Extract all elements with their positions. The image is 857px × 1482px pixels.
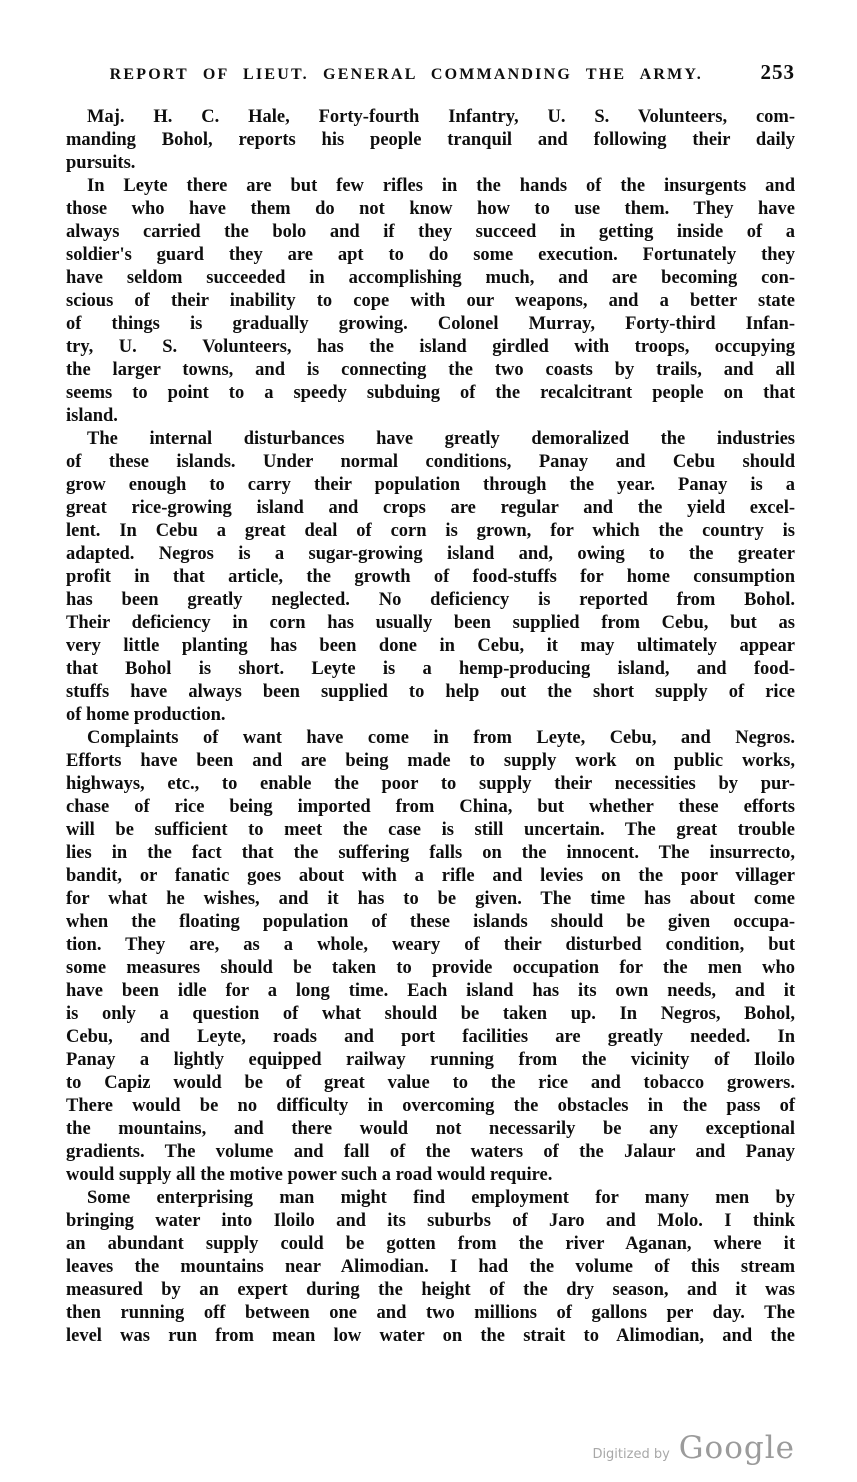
text-line: some measures should be taken to provide occupation for the men who <box>66 958 795 978</box>
text-line: has been greatly neglected. No deficiency is reported from Bohol. <box>66 590 795 610</box>
text-line: Their deficiency in corn has usually been supplied from Cebu, but as <box>66 613 795 633</box>
text-line: lent. In Cebu a great deal of corn is grown, for which the country is <box>66 521 795 541</box>
text-line: Panay a lightly equipped railway running from the vicinity of Iloilo <box>66 1050 795 1070</box>
text-line: manding Bohol, reports his people tranquil and following their daily <box>66 130 795 150</box>
text-line: seems to point to a speedy subduing of the recalcitrant people on that <box>66 383 795 403</box>
text-line: an abundant supply could be gotten from the river Aganan, where it <box>66 1234 795 1254</box>
text-line: of these islands. Under normal conditions, Panay and Cebu should <box>66 452 795 472</box>
text-line: then running off between one and two millions of gallons per day. The <box>66 1303 795 1323</box>
page-body <box>66 106 795 1348</box>
text-line: would supply all the motive power such a road would require. <box>66 1165 553 1185</box>
text-line: Maj. H. C. Hale, Forty-fourth Infantry, U. S. Volunteers, com- <box>87 107 795 127</box>
text-line: leaves the mountains near Alimodian. I had the volume of this stream <box>66 1257 795 1277</box>
text-line: try, U. S. Volunteers, has the island girdled with troops, occupying <box>66 337 795 357</box>
text-line: pursuits. <box>66 153 136 173</box>
text-line: the larger towns, and is connecting the two coasts by trails, and all <box>66 360 795 380</box>
text-line: the mountains, and there would not necessarily be any exceptional <box>66 1119 795 1139</box>
text-line: Efforts have been and are being made to supply work on public works, <box>66 751 795 771</box>
text-line: great rice-growing island and crops are regular and the yield excel- <box>66 498 795 518</box>
text-line: chase of rice being imported from China, but whether these efforts <box>66 797 795 817</box>
text-line: bandit, or fanatic goes about with a rifle and levies on the poor villager <box>66 866 795 886</box>
google-logo: Google <box>678 1430 795 1466</box>
text-line: profit in that article, the growth of food-stuffs for home consumption <box>66 567 795 587</box>
paragraph <box>66 175 795 428</box>
paragraph <box>66 727 795 1187</box>
text-line: highways, etc., to enable the poor to supply their necessities by pur- <box>66 774 795 794</box>
text-line: those who have them do not know how to use them. They have <box>66 199 795 219</box>
text-line: The internal disturbances have greatly demoralized the industries <box>87 429 795 449</box>
text-line: grow enough to carry their population through the year. Panay is a <box>66 475 795 495</box>
text-line: adapted. Negros is a sugar-growing island and, owing to the greater <box>66 544 795 564</box>
text-line: tion. They are, as a whole, weary of their disturbed condition, but <box>66 935 795 955</box>
page-number: 253 <box>760 60 795 84</box>
watermark <box>592 1430 795 1466</box>
text-line: level was run from mean low water on the strait to Alimodian, and the <box>66 1326 795 1346</box>
text-line: when the floating population of these islands should be given occupa- <box>66 912 795 932</box>
text-line: Some enterprising man might find employment for many men by <box>87 1188 795 1208</box>
page-header <box>66 60 795 85</box>
text-line: of home production. <box>66 705 226 725</box>
text-line: will be sufficient to meet the case is still uncertain. The great trouble <box>66 820 795 840</box>
text-line: Cebu, and Leyte, roads and port facilities are greatly needed. In <box>66 1027 795 1047</box>
text-line: have seldom succeeded in accomplishing much, and are becoming con- <box>66 268 795 288</box>
text-line: scious of their inability to cope with our weapons, and a better state <box>66 291 795 311</box>
text-line: There would be no difficulty in overcoming the obstacles in the pass of <box>66 1096 795 1116</box>
text-line: always carried the bolo and if they succeed in getting inside of a <box>66 222 795 242</box>
text-line: is only a question of what should be taken up. In Negros, Bohol, <box>66 1004 795 1024</box>
paragraph <box>66 1187 795 1348</box>
digitized-by-label: Digitized by <box>592 1447 670 1462</box>
text-line: stuffs have always been supplied to help out the short supply of rice <box>66 682 795 702</box>
text-line: of things is gradually growing. Colonel Murray, Forty-third Infan- <box>66 314 795 334</box>
running-title: REPORT OF LIEUT. GENERAL COMMANDING THE ARMY. <box>109 66 703 83</box>
text-line: that Bohol is short. Leyte is a hemp-producing island, and food- <box>66 659 795 679</box>
text-line: to Capiz would be of great value to the rice and tobacco growers. <box>66 1073 795 1093</box>
text-line: for what he wishes, and it has to be given. The time has about come <box>66 889 795 909</box>
text-line: lies in the fact that the suffering falls on the innocent. The insurrecto, <box>66 843 795 863</box>
text-line: bringing water into Iloilo and its suburbs of Jaro and Molo. I think <box>66 1211 795 1231</box>
text-line: measured by an expert during the height of the dry season, and it was <box>66 1280 795 1300</box>
paragraph <box>66 106 795 175</box>
text-line: In Leyte there are but few rifles in the hands of the insurgents and <box>87 176 795 196</box>
text-line: soldier's guard they are apt to do some execution. Fortunately they <box>66 245 795 265</box>
text-line: Complaints of want have come in from Leyte, Cebu, and Negros. <box>87 728 795 748</box>
paragraph <box>66 428 795 727</box>
text-line: very little planting has been done in Cebu, it may ultimately appear <box>66 636 795 656</box>
text-line: gradients. The volume and fall of the waters of the Jalaur and Panay <box>66 1142 795 1162</box>
text-line: island. <box>66 406 118 426</box>
text-line: have been idle for a long time. Each island has its own needs, and it <box>66 981 795 1001</box>
